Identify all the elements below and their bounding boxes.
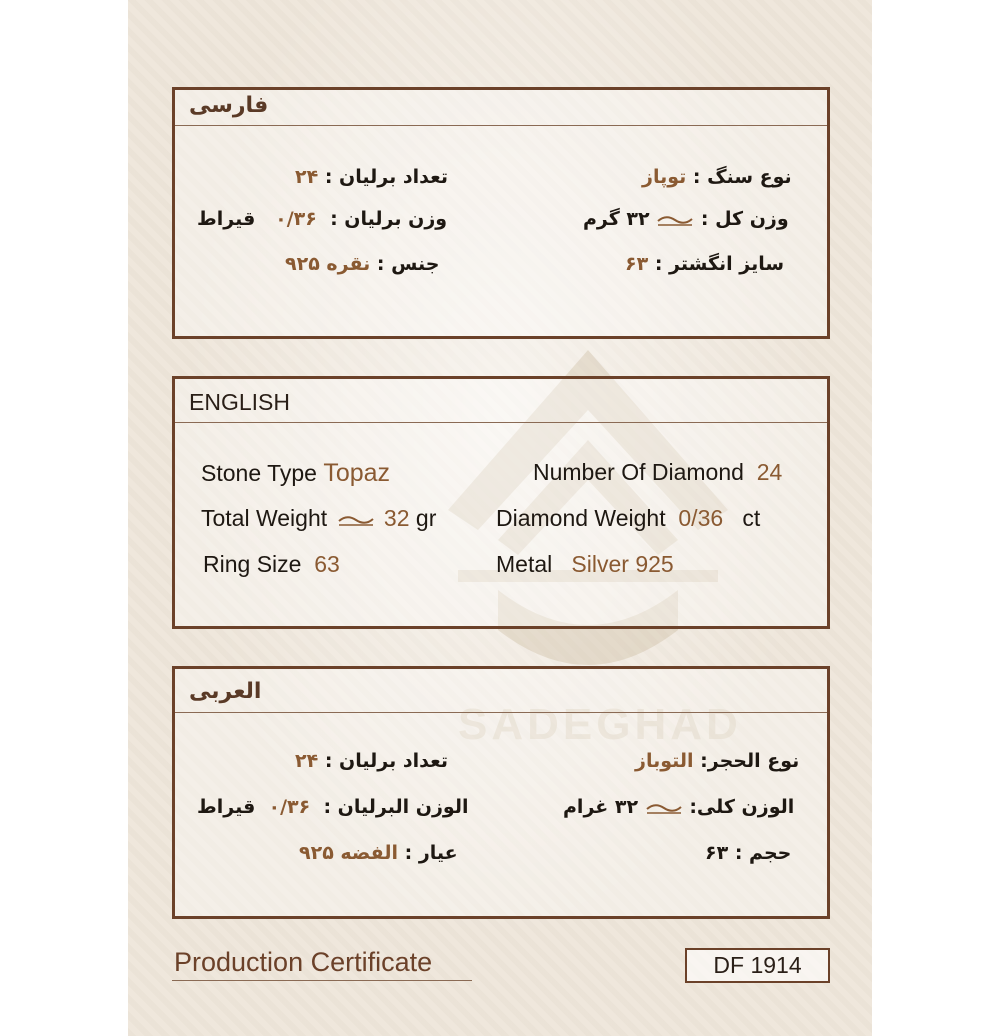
english-stone-label: Stone Type xyxy=(201,460,317,486)
english-panel-title: ENGLISH xyxy=(189,389,290,415)
arabic-count-label: تعداد برلیان : xyxy=(324,750,448,772)
arabic-tw-label: الوزن کلی: xyxy=(689,796,795,818)
arabic-metal-row xyxy=(299,842,458,864)
farsi-stone-label: نوع سنگ : xyxy=(692,166,792,188)
arabic-stone-row xyxy=(635,750,799,772)
arabic-stone-value: التوباز xyxy=(635,750,694,772)
english-total-weight-row xyxy=(201,505,436,532)
english-tw-unit: gr xyxy=(415,505,437,531)
english-panel xyxy=(172,376,830,629)
farsi-dw-unit: قیراط xyxy=(197,208,256,230)
farsi-dw-value: ۰/۳۶ xyxy=(275,208,317,230)
farsi-stone-row xyxy=(642,166,792,188)
arabic-panel xyxy=(172,666,830,919)
farsi-metal-row xyxy=(285,253,439,275)
farsi-tw-label: وزن کل : xyxy=(700,208,789,230)
arabic-metal-value: الفضه ۹۲۵ xyxy=(299,842,398,864)
english-count-label: Number Of Diamond xyxy=(533,459,744,485)
farsi-tw-value: ۳۲ گرم xyxy=(583,208,650,230)
approx-wave-icon xyxy=(334,513,378,527)
farsi-dw-label: وزن برلیان : xyxy=(330,208,448,230)
english-ring-label: Ring Size xyxy=(203,551,302,577)
certificate-code: DF 1914 xyxy=(685,948,830,983)
farsi-count-value: ۲۴ xyxy=(295,166,319,188)
approx-wave-icon xyxy=(656,213,694,227)
farsi-stone-value: توپاز xyxy=(642,166,687,188)
english-count-value: 24 xyxy=(756,459,783,485)
arabic-metal-label: عیار : xyxy=(404,842,458,864)
english-tw-value: 32 xyxy=(383,505,410,531)
arabic-count-row xyxy=(295,750,448,772)
arabic-ring-label: حجم : xyxy=(734,842,792,864)
arabic-panel-header xyxy=(175,669,827,713)
farsi-total-weight-row xyxy=(583,208,789,230)
arabic-count-value: ۲۴ xyxy=(295,750,319,772)
english-dw-label: Diamond Weight xyxy=(496,505,666,531)
arabic-dw-unit: قیراط xyxy=(197,796,256,818)
approx-wave-icon xyxy=(645,801,683,815)
arabic-tw-value: ۳۲ غرام xyxy=(563,796,639,818)
english-ring-value: 63 xyxy=(314,551,340,577)
english-ring-row xyxy=(203,551,340,578)
watermark-brand-text: SADEGHAD xyxy=(458,700,742,749)
english-metal-label: Metal xyxy=(496,551,553,577)
english-dw-value: 0/36 xyxy=(678,505,724,531)
farsi-panel xyxy=(172,87,830,339)
english-diamond-weight-row xyxy=(496,505,760,532)
farsi-metal-label: جنس : xyxy=(376,253,440,275)
farsi-panel-title: فارسی xyxy=(189,93,269,118)
english-dw-unit: ct xyxy=(742,505,761,531)
farsi-count-label: تعداد برلیان : xyxy=(324,166,448,188)
footer-divider xyxy=(172,980,472,981)
english-panel-header xyxy=(175,379,827,423)
arabic-total-weight-row xyxy=(563,796,794,818)
production-certificate-title: Production Certificate xyxy=(174,947,433,977)
farsi-diamond-weight-row xyxy=(197,208,447,230)
farsi-ring-value: ۶۳ xyxy=(625,253,649,275)
english-metal-value: Silver 925 xyxy=(571,551,674,577)
farsi-ring-row xyxy=(625,253,784,275)
farsi-metal-value: نقره ۹۲۵ xyxy=(285,253,371,275)
arabic-dw-label: الوزن البرلیان : xyxy=(323,796,469,818)
english-count-row xyxy=(533,459,782,486)
arabic-dw-value: ۰/۳۶ xyxy=(268,796,311,818)
english-metal-row xyxy=(496,551,674,578)
arabic-ring-row xyxy=(705,842,791,864)
arabic-ring-value: ۶۳ xyxy=(705,842,729,864)
arabic-stone-label: نوع الحجر: xyxy=(700,750,800,772)
farsi-count-row xyxy=(295,166,448,188)
farsi-panel-header xyxy=(175,90,827,126)
english-stone-row xyxy=(201,459,390,488)
english-tw-label: Total Weight xyxy=(201,505,328,531)
english-stone-value: Topaz xyxy=(323,459,391,487)
arabic-panel-title: العربی xyxy=(189,679,262,704)
arabic-diamond-weight-row xyxy=(197,796,468,818)
farsi-ring-label: سایز انگشتر : xyxy=(654,253,785,275)
